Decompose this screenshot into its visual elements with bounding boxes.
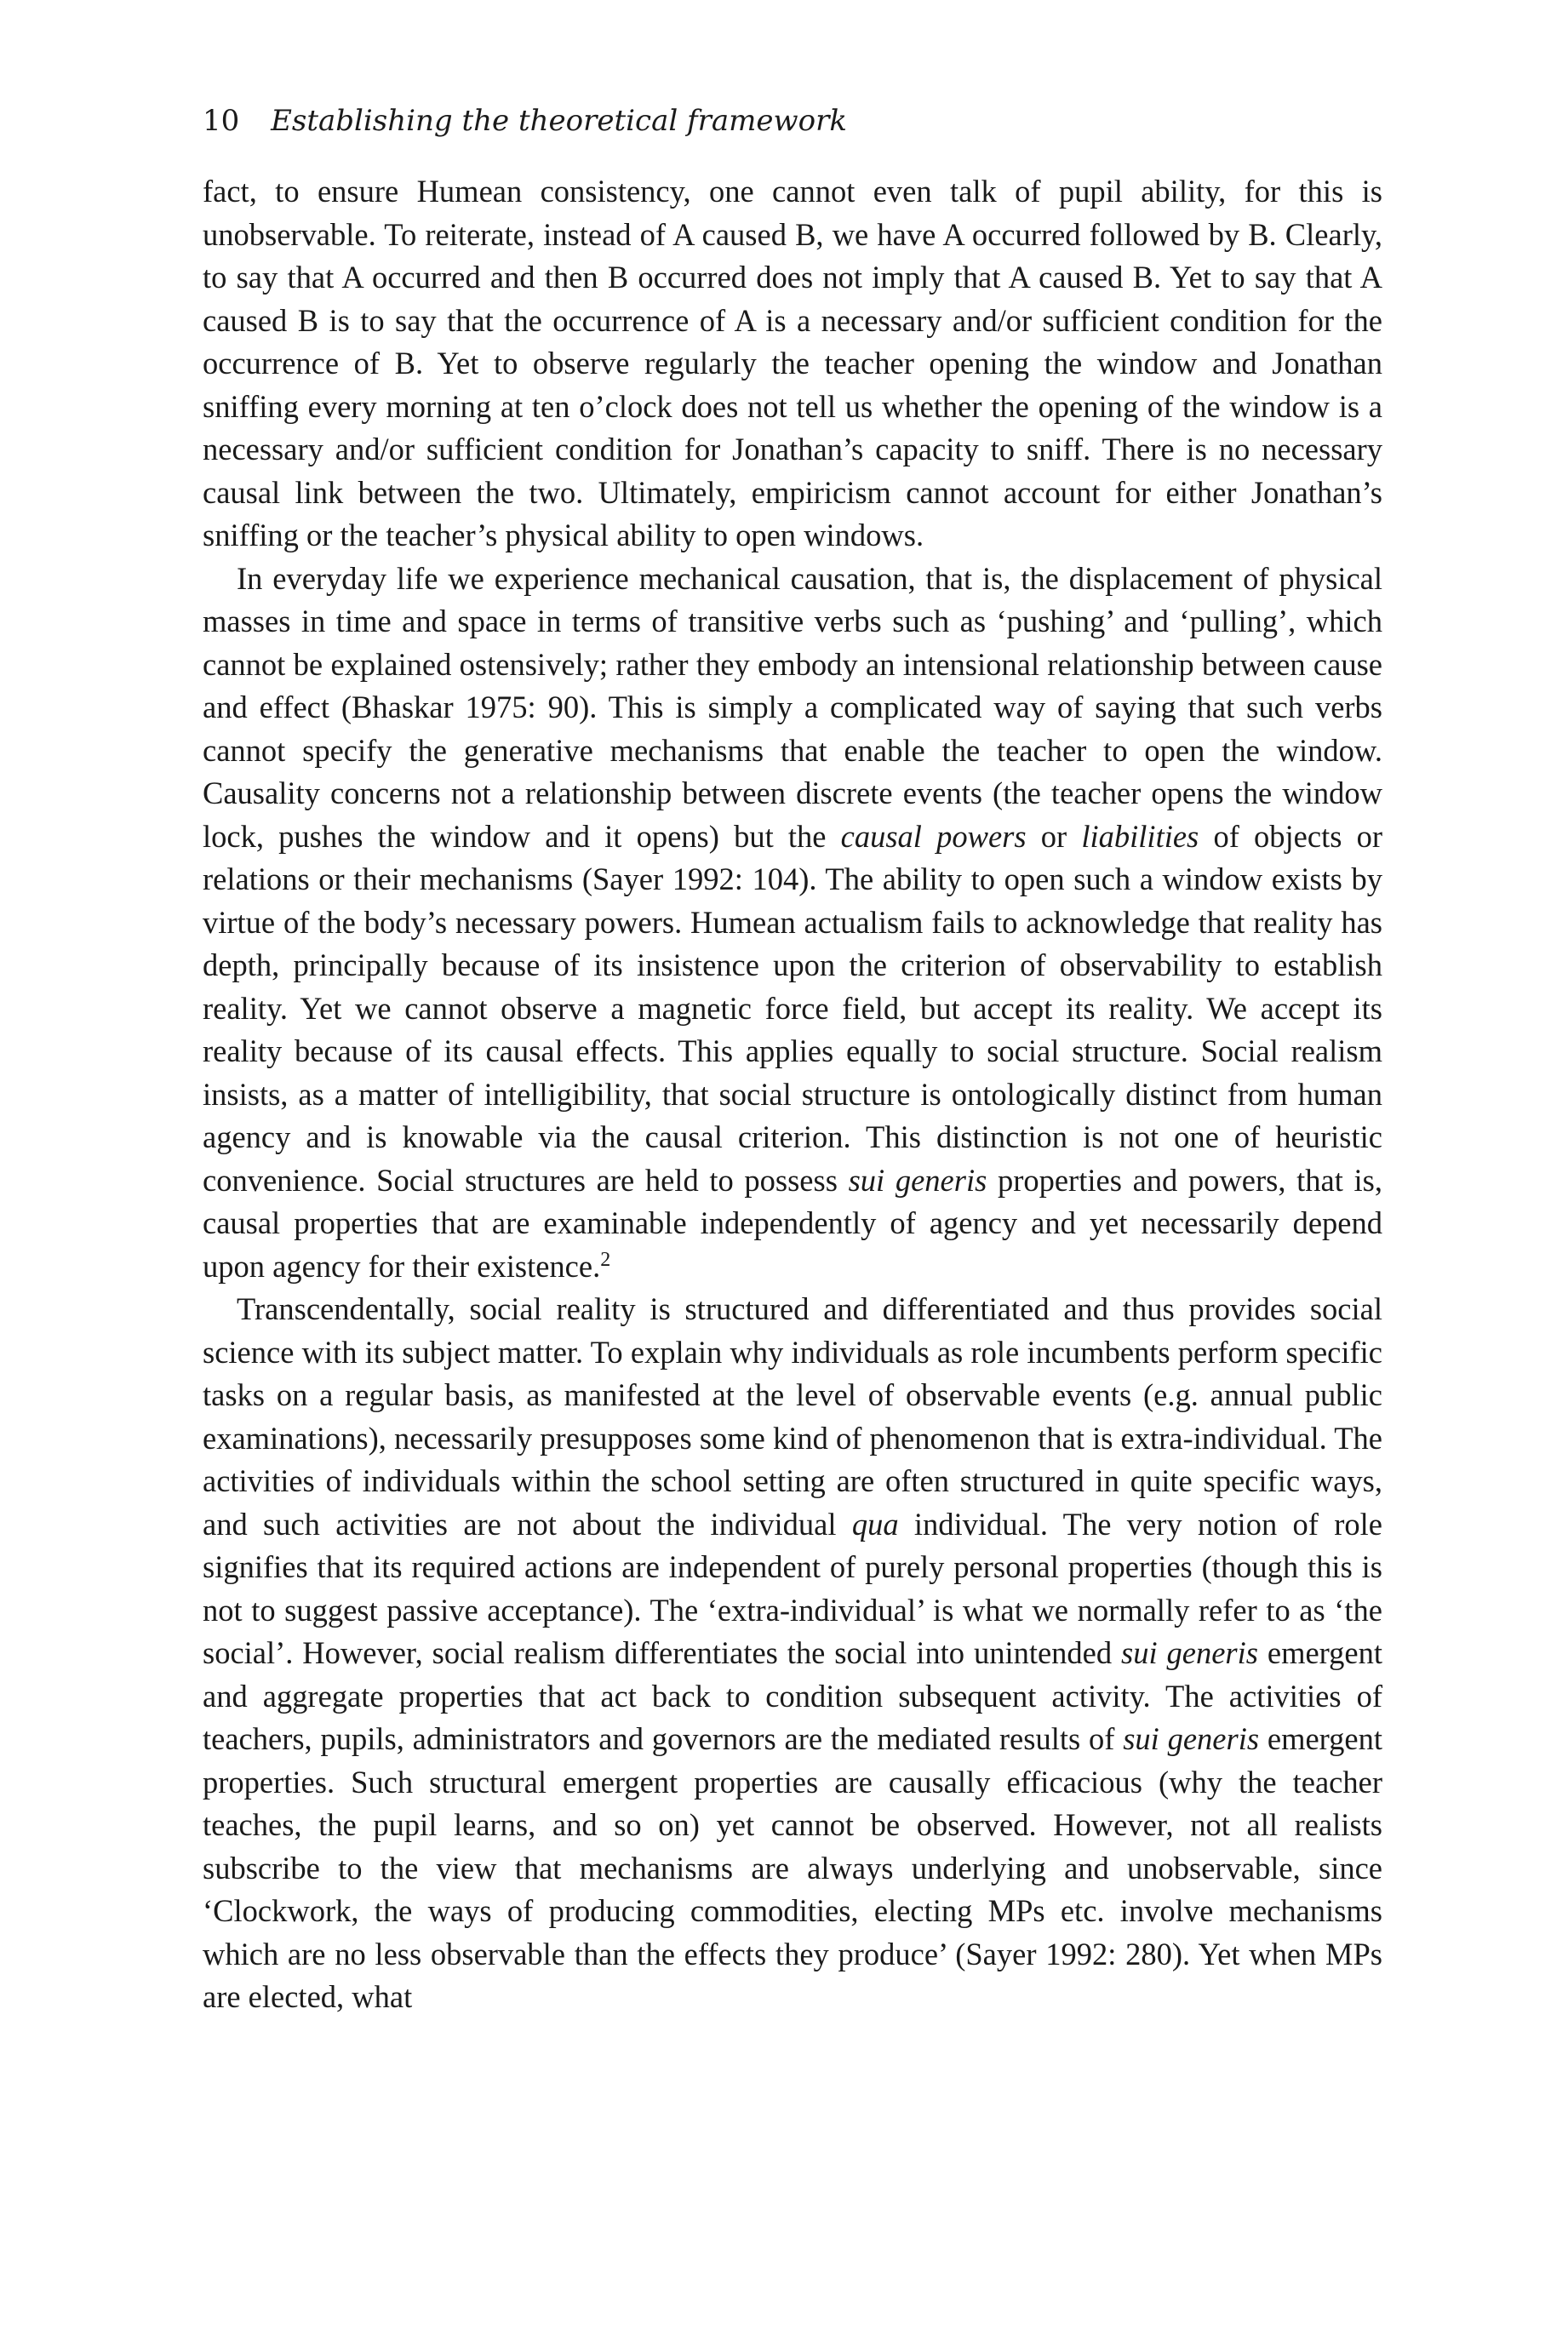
page-number: 10 <box>203 104 240 138</box>
text-run: properties and powers, that is, causal properties that are examinable independently of agency and yet necessarily depend upon agency for their existence. <box>203 1162 1382 1284</box>
text-run: In everyday life we experience mechanical causation, that is, the displacement of physical masses in time and space in terms of transitive verbs such as ‘pushing’ and ‘pulling’, which cannot be explained ostensively; rather they embody an intensional relationship between cause and effect (Bhaskar 1975: 90). This is simply a complicated way of saying that such verbs cannot specify the generative mechanisms that enable the teacher to open the window. Causality concerns not a relationship between discrete events (the teacher opens the window lock, pushes the window and it opens) but the <box>203 560 1382 854</box>
text-run: or <box>1026 818 1082 854</box>
text-run: fact, to ensure Humean consistency, one cannot even talk of pupil ability, for this is unobservable. To reiterate, instead of A caused B, we have A occurred followed by B. Clearly, to say that A occurred and then B occurred does not imply that A caused B. Yet to say that A caused B is to say that the occurrence of A is a necessary and/or sufficient condition for the occurrence of B. Yet to observe regularly the teacher opening the window and Jonathan sniffing every morning at ten o’clock does not tell us whether the opening of the window is a necessary and/or sufficient condition for Jonathan’s capacity to sniff. There is no necessary causal link between the two. Ultimately, empiricism cannot account for either Jonathan’s sniffing or the teacher’s physical ability to open windows. <box>203 174 1382 552</box>
italic-term: sui generis <box>1121 1635 1258 1670</box>
text-run: emergent properties. Such structural emergent properties are causally efficacious (why the teacher teaches, the pupil learns, and so on) yet cannot be observed. However, not all realists subscribe to the view that mechanisms are always underlying and unobservable, since ‘Clockwork, the ways of producing commodities, electing MPs etc. involve mechanisms which are no less observable than the effects they produce’ (Sayer 1992: 280). Yet when MPs are elected, what <box>203 1721 1382 2014</box>
text-run: of objects or relations or their mechanisms (Sayer 1992: 104). The ability to open such a window exists by virtue of the body’s necessary powers. Humean actualism fails to acknowledge that reality has depth, principally because of its insistence upon the criterion of observability to establish reality. Yet we cannot observe a magnetic force field, but accept its reality. We accept its reality because of its causal effects. This applies equally to social structure. Social realism insists, as a matter of intelligibility, that social structure is ontologically distinct from human agency and is knowable via the causal criterion. This distinction is not one of heuristic convenience. Social structures are held to possess <box>203 818 1382 1198</box>
text-run: emergent and aggregate properties that act back to condition subsequent activity. The activities of teachers, pupils, administrators and governors are the mediated results of <box>203 1635 1383 1756</box>
italic-term: qua <box>851 1506 899 1542</box>
book-page <box>203 104 1382 2019</box>
text-run: Transcendentally, social reality is structured and differentiated and thus provides social science with its subject matter. To explain why individuals as role incumbents perform specific tasks on a regular basis, as manifested at the level of observable events (e.g. annual public examinations), necessarily presupposes some kind of phenomenon that is extra-individual. The activities of individuals within the school setting are often structured in quite specific ways, and such activities are not about the individual <box>203 1291 1383 1542</box>
running-head <box>203 104 1382 138</box>
italic-term: causal powers <box>840 818 1027 854</box>
paragraph-1 <box>203 170 1382 558</box>
italic-term: sui generis <box>1123 1721 1260 1756</box>
paragraph-2 <box>203 558 1382 1289</box>
body-text <box>203 170 1382 2019</box>
italic-term: liabilities <box>1081 818 1199 854</box>
footnote-marker: 2 <box>600 1248 611 1271</box>
text-run: individual. The very notion of role signifies that its required actions are independent of purely personal properties (though this is not to suggest passive acceptance). The ‘extra-individual’ is what we normally refer to as ‘the social’. However, social realism differentiates the social into unintended <box>203 1506 1382 1670</box>
italic-term: sui generis <box>848 1162 987 1198</box>
running-title: Establishing the theoretical framework <box>271 104 847 138</box>
paragraph-3 <box>203 1288 1382 2019</box>
